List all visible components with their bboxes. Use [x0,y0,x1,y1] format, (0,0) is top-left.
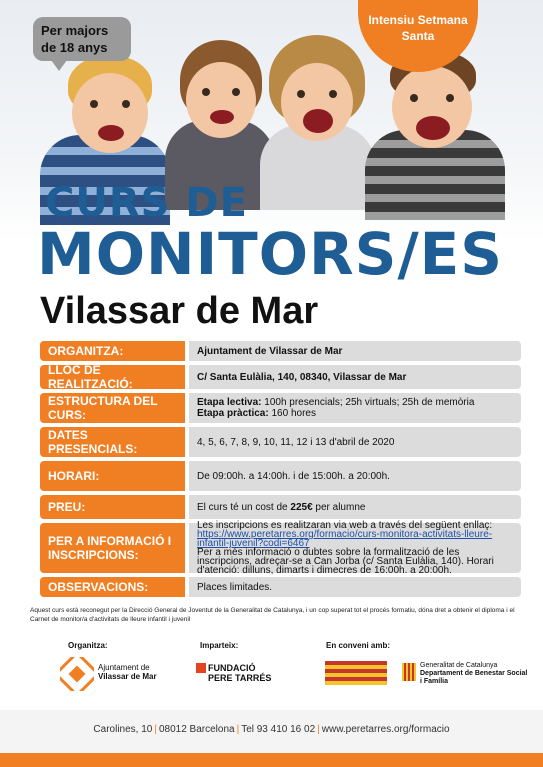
info-value [189,520,521,576]
info-label: ESTRUCTURA DEL CURS: [40,393,185,423]
intensive-badge-line1: Intensiu Setmana [368,13,468,27]
inscripcions-link[interactable]: https://www.peretarres.org/formacio/curs-monitora-activitats-lleure-infantil-juvenil?codi=6467 [197,529,493,549]
practica-key: Etapa pràctica: [197,408,269,419]
gencat-line3: i Família [420,678,449,685]
info-row-inscripcions [40,520,521,576]
info-label: HORARI: [40,461,185,491]
info-row-organitza [40,341,521,361]
info-value [189,341,521,361]
footer-address: Carolines, 10 | 08012 Barcelona | Tel 93 410 16 02 | www.peretarres.org/formacio [93,724,450,735]
imparteix-label: Imparteix: [200,641,239,650]
age-badge-line2: de 18 anys [41,40,108,55]
gencat-logo-icon [402,663,416,681]
intensive-badge-line2: Santa [401,29,435,43]
fundacio-line1: FUNDACIÓ [208,663,256,673]
info-label: PREU: [40,495,185,519]
organitza-label: Organitza: [68,641,108,650]
practica-value: 160 hores [268,408,316,419]
info-row-observacions [40,577,521,597]
lectiva-key: Etapa lectiva: [197,397,262,408]
info-row-dates [40,427,521,457]
info-row-horari [40,461,521,491]
inscripcions-line1: Les inscripcions es realitzaran via web a través del següent enllaç: [197,520,493,531]
lloc-value: C/ Santa Eulàlia, 140, 08340, Vilassar de Mar [197,371,407,383]
preu-suffix: per alumne [312,501,366,513]
info-value [189,461,521,491]
age-badge [33,17,131,61]
footer-street: Carolines, 10 [93,724,153,735]
title-line2: MONITORS/ES [37,220,504,288]
footer-phone: Tel 93 410 16 02 [241,724,316,735]
fundacio-logo-text [196,663,271,683]
gencat-logo-text [420,662,527,686]
info-value [189,393,521,423]
info-label: DATES PRESENCIALS: [40,427,185,457]
title-line1: CURS DE [45,180,248,226]
info-row-preu [40,495,521,519]
age-badge-line1: Per majors [41,23,109,38]
footer [0,710,543,767]
lectiva-value: 100h presencials; 25h virtuals; 25h de memòria [261,397,475,408]
horari-value: De 09:00h. a 14:00h. i de 15:00h. a 20:00h. [197,470,390,482]
info-row-lloc [40,365,521,389]
spain-ministry-logo-icon [325,661,387,685]
preu-prefix: El curs té un cost de [197,501,291,513]
fundacio-line2: PERE TARRÉS [208,673,272,683]
info-label: OBSERVACIONS: [40,577,185,597]
conveni-label: En conveni amb: [326,641,391,650]
ajuntament-line1: Ajuntament de [98,663,150,672]
footer-web[interactable]: www.peretarres.org/formacio [321,724,450,735]
info-value [189,427,521,457]
info-value [189,495,521,519]
logos-strip [0,635,543,715]
gencat-line2: Departament de Benestar Social [420,670,528,677]
footnote: Aquest curs està reconegut per la Direcció General de Joventut de la Generalitat de Catalunya, i un cop superat tot el procés formatiu, dóna dret a obtenir el diploma i el Carnet de monitor/a d'activitats de lleure infantil i juvenil [30,607,515,623]
organitza-value: Ajuntament de Vilassar de Mar [197,345,343,357]
preu-amount: 225€ [290,501,313,513]
gencat-line1: Generalitat de Catalunya [420,662,498,669]
place-title: Vilassar de Mar [40,290,319,332]
info-table [40,341,521,601]
info-value [189,365,521,389]
info-label: PER A INFORMACIÓ I INSCRIPCIONS: [40,523,185,573]
ajuntament-line2: Vilassar de Mar [98,672,157,681]
child-illustration [360,50,510,220]
observacions-value: Places limitades. [197,581,273,593]
footer-bar [0,753,543,767]
info-label: LLOC DE REALITZACIÓ: [40,365,185,389]
info-row-estructura [40,393,521,423]
footer-city: 08012 Barcelona [158,724,235,735]
inscripcions-line2: Per a més informació o dubtes sobre la formalització de les inscripcions, adreçar-se a Can Jorba (c/ Santa Eulàlia, 140). Horari d'atenció: dilluns, dimarts i dimecres de 16:00h. a 20:00h. [197,547,494,576]
ajuntament-logo-icon [60,657,94,691]
info-label: ORGANITZA: [40,341,185,361]
dates-value: 4, 5, 6, 7, 8, 9, 10, 11, 12 i 13 d'abril de 2020 [197,436,395,448]
ajuntament-logo-text [98,663,157,681]
info-value [189,577,521,597]
